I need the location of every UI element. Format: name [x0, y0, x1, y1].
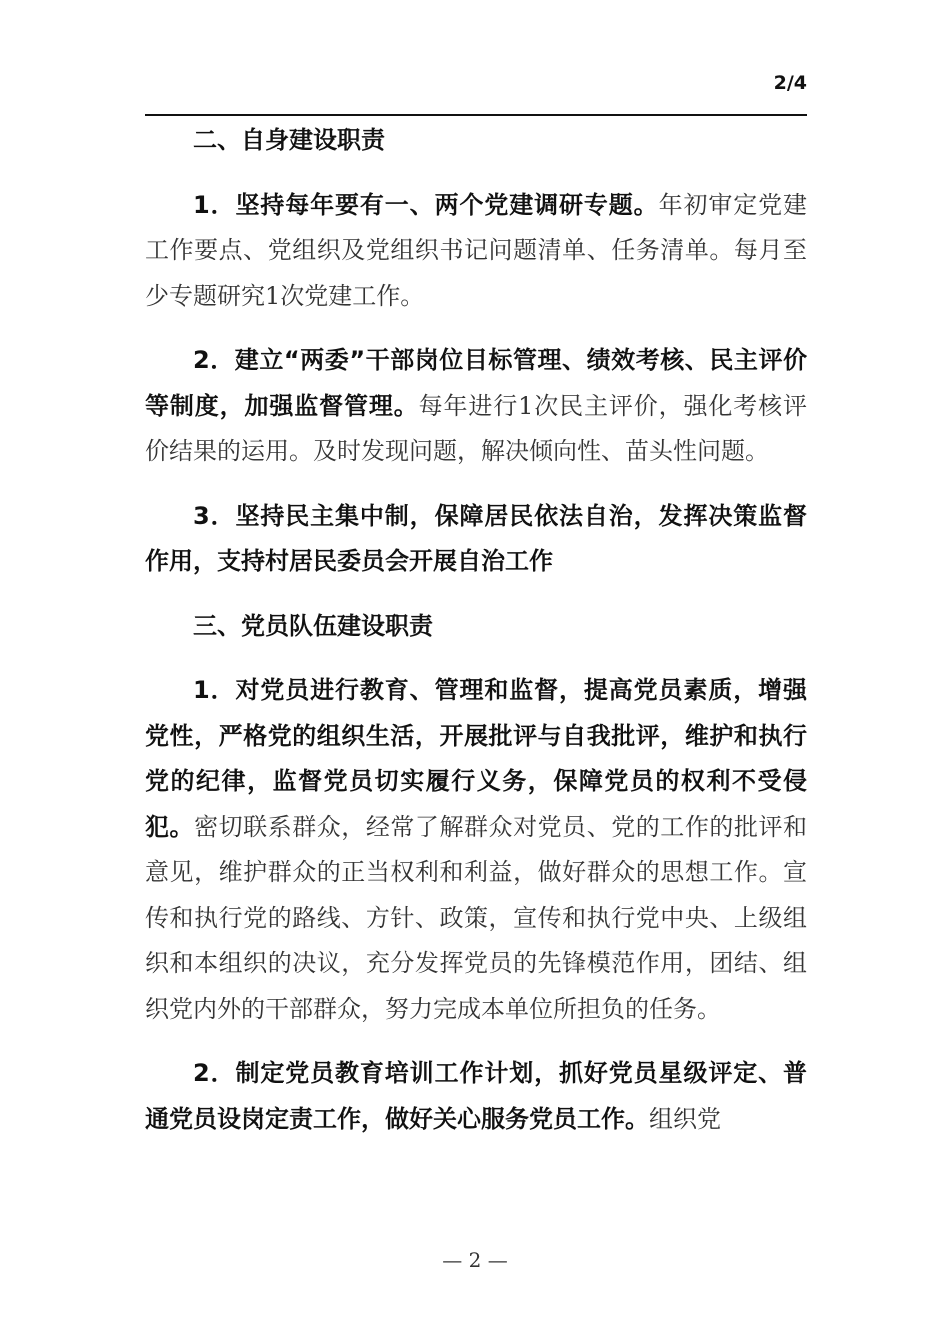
paragraph-text: 密切联系群众，经常了解群众对党员、党的工作的批评和意见，维护群众的正当权利和利益，做好群众的思想工作。宣传和执行党的路线、方针、政策，宣传和执行党中央、上级组织和本组织的决议，充分发挥党员的先锋模范作用，团结、组织党内外的干部群众，努力完成本单位所担负的任务。 [145, 812, 807, 1023]
paragraph [145, 1051, 807, 1142]
paragraph-lead: 1．对党员进行教育、管理和监督，提高党员素质，增强党性，严格党的组织生活，开展批评与自我批评，维护和执行党的纪律，监督党员切实履行义务，保障党员的权利不受侵犯。 [145, 676, 807, 841]
paragraph-text: 每年进行1次民主评价，强化考核评价结果的运用。及时发现问题，解决倾向性、苗头性问题。 [145, 391, 808, 465]
header-rule [145, 114, 807, 116]
paragraph [145, 494, 807, 585]
paragraph-text: 组织党 [649, 1104, 721, 1133]
paragraph-text: 年初审定党建工作要点、党组织及党组织书记问题清单、任务清单。每月至少专题研究1次党建工作。 [145, 190, 807, 310]
paragraph [145, 183, 807, 320]
paragraph-lead: 1．坚持每年要有一、两个党建调研专题。 [193, 190, 659, 219]
section-heading: 三、党员队伍建设职责 [193, 611, 433, 640]
section-heading: 二、自身建设职责 [193, 126, 385, 154]
paragraph [145, 338, 807, 475]
paragraph-lead: 2．制定党员教育培训工作计划，抓好党员星级评定、普通党员设岗定责工作，做好关心服务党员工作。 [145, 1059, 807, 1133]
paragraph-lead: 3．坚持民主集中制，保障居民依法自治，发挥决策监督作用，支持村居民委员会开展自治工作 [145, 501, 807, 575]
paragraph [145, 668, 807, 1032]
page-number: — 2 — [442, 1248, 508, 1272]
document-body [145, 118, 807, 1142]
paragraph-lead: 2．建立“两委”干部岗位目标管理、绩效考核、民主评价等制度，加强监督管理。 [145, 346, 807, 420]
page-count: 2/4 [773, 72, 807, 94]
